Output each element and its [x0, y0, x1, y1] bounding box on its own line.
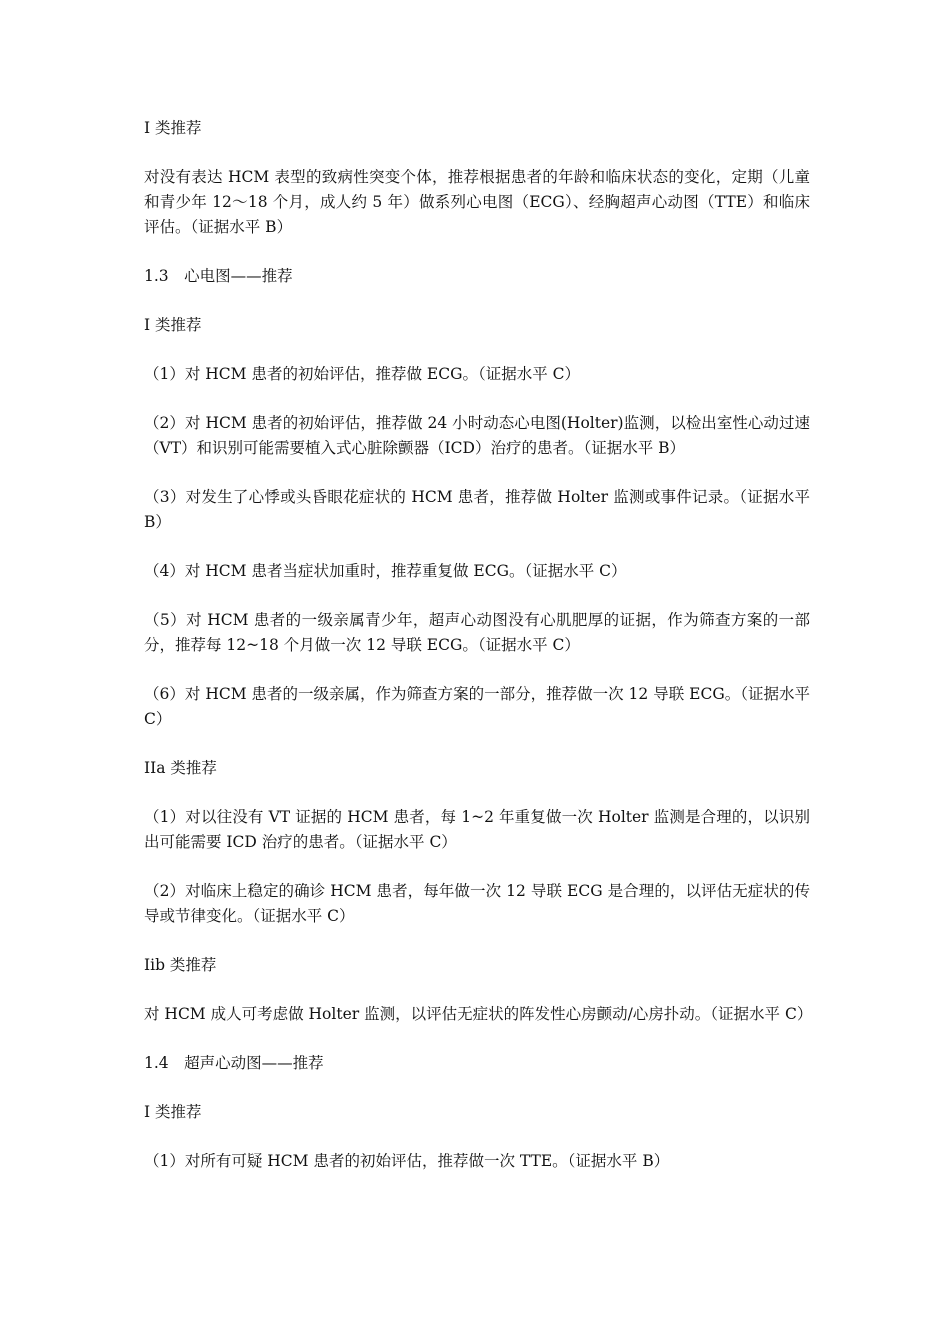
section-heading-ecg: 1.3 心电图——推荐: [144, 267, 293, 285]
recommendation-item: （1）对以往没有 VT 证据的 HCM 患者，每 1~2 年重复做一次 Holter 监测是合理的，以识别出可能需要 ICD 治疗的患者。（证据水平 C）: [144, 808, 810, 851]
class-iib-heading: Iib 类推荐: [144, 956, 217, 974]
recommendation-item: （2）对 HCM 患者的初始评估，推荐做 24 小时动态心电图(Holter)监测，以检出室性心动过速（VT）和识别可能需要植入式心脏除颤器（ICD）治疗的患者。（证据水平 B）: [144, 414, 810, 457]
recommendation-item: （1）对所有可疑 HCM 患者的初始评估，推荐做一次 TTE。（证据水平 B）: [144, 1152, 670, 1170]
recommendation-item: 对 HCM 成人可考虑做 Holter 监测，以评估无症状的阵发性心房颤动/心房扑动。（证据水平 C）: [144, 1005, 813, 1023]
recommendation-item: （3）对发生了心悸或头昏眼花症状的 HCM 患者，推荐做 Holter 监测或事件记录。（证据水平 B）: [144, 488, 810, 531]
section-heading-echocardiography: 1.4 超声心动图——推荐: [144, 1054, 324, 1072]
recommendation-item: （1）对 HCM 患者的初始评估，推荐做 ECG。（证据水平 C）: [144, 365, 580, 383]
recommendation-item: （2）对临床上稳定的确诊 HCM 患者，每年做一次 12 导联 ECG 是合理的，以评估无症状的传导或节律变化。（证据水平 C）: [144, 882, 810, 925]
class-i-heading: I 类推荐: [144, 119, 202, 137]
recommendation-item: （4）对 HCM 患者当症状加重时，推荐重复做 ECG。（证据水平 C）: [144, 562, 627, 580]
class-i-heading: I 类推荐: [144, 316, 202, 334]
recommendation-item: （5）对 HCM 患者的一级亲属青少年，超声心动图没有心肌肥厚的证据，作为筛查方案的一部分，推荐每 12~18 个月做一次 12 导联 ECG。（证据水平 C）: [144, 611, 810, 654]
paragraph-genotype-positive: 对没有表达 HCM 表型的致病性突变个体，推荐根据患者的年龄和临床状态的变化，定期（儿童和青少年 12～18 个月，成人约 5 年）做系列心电图（ECG）、经胸超声心动图（TTE）和临床评估。（证据水平 B）: [144, 168, 810, 236]
class-i-heading: I 类推荐: [144, 1103, 202, 1121]
document-body: [144, 116, 813, 1174]
class-iia-heading: IIa 类推荐: [144, 759, 217, 777]
recommendation-item: （6）对 HCM 患者的一级亲属，作为筛查方案的一部分，推荐做一次 12 导联 ECG。（证据水平 C）: [144, 685, 810, 728]
